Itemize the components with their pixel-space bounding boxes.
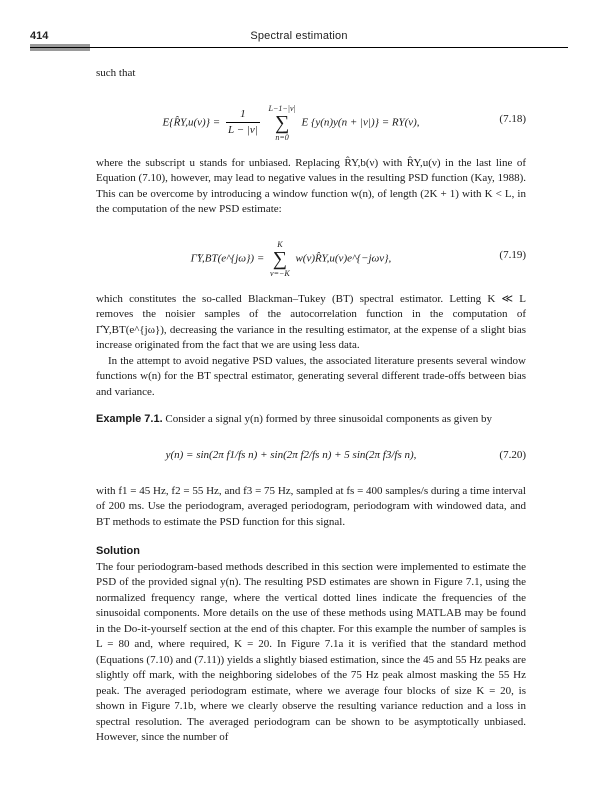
header-rule [30,47,568,48]
example-7-1 [96,412,526,428]
eq-7-18-denominator: L − |ν| [227,124,258,136]
paragraph-3: In the attempt to avoid negative PSD values, the associated literature presents several window functions w(n) for the BT spectral estimator, generating several different trade-offs between bias and variance. [96,354,526,398]
eq-7-18-fraction [226,107,260,139]
eq-7-18-rhs: E {y(n)y(n + |ν|)} = RY(ν), [301,116,420,129]
solution-text: The four periodogram-based methods described in this section were implemented to estimate the PSD of the provided signal y(n). The resulting PSD estimates are shown in Figure 7.1, using the normalized frequency range, where the vertical dotted lines indicate the frequencies of the sinusoidal components. More details on the use of these methods using MATLAB may be found in the Do-it-yourself section at the end of this chapter. For this example the number of samples is L = 80 and, where required, K = 20. In Figure 7.1a it is verified that the standard method (Equations (7.10) and (7.11)) yields a slightly biased estimation, since the 45 and 55 Hz peaks are slightly off mark, with the neighboring sidelobes of the 75 Hz peak almost masking the 55 Hz peak. The averaged periodogram estimate, where we average four blocks of size K = 20, is shown in Figure 7.1b, where we clearly observe the resulting variance reduction and a loss in spectral resolution. The averaged periodogram can be shown to be asymptotically unbiased. However, since the number of [96,560,527,743]
eq-7-20-number: (7.20) [499,448,526,461]
eq-7-18-sum-lower: n=0 [275,132,289,142]
eq-7-20-body: y(n) = sin(2π f1/fs n) + sin(2π f2/fs n) + 5 sin(2π f3/fs n), [165,448,417,461]
eq-7-19-number: (7.19) [499,248,526,261]
equation-7-20 [96,436,526,476]
eq-7-19-sum-upper: K [277,239,283,249]
paragraph-4: with f1 = 45 Hz, f2 = 55 Hz, and f3 = 75 Hz, sampled at fs = 400 samples/s during a time interval of 200 ms. Use the periodogram, averaged periodogram, periodogram with windowed data, and BT methods to estimate the PSD function for this signal. [96,484,526,528]
page-header [30,28,568,52]
paragraph-2: which constitutes the so-called Blackman–Tukey (BT) spectral estimator. Letting K ≪ L removes the noisier samples of the autocorrelation function in the computation of Γ̂Y,BT(e^{jω}), decreasing the variance in the resulting estimator, at the expense of a slight bias increase originated from the fact that we are using less data. [96,292,526,351]
equation-7-18 [96,90,526,148]
page-body [96,66,526,746]
intro-text: such that [96,67,136,79]
equation-7-19 [96,226,526,284]
solution-heading: Solution [96,545,140,557]
eq-7-18-lhs: E{R̂Y,u(ν)} = [162,116,221,129]
eq-7-18-summation: L−1−|ν| ∑ n=0 [268,103,296,142]
eq-7-18-number: (7.18) [499,112,526,125]
running-head: Spectral estimation [250,30,348,42]
eq-7-19-summation: K ∑ ν=−K [270,239,290,278]
example-text: Consider a signal y(n) formed by three sinusoidal components as given by [165,413,492,425]
eq-7-19-sum-lower: ν=−K [270,268,290,278]
eq-7-19-lhs: Γ̂Y,BT(e^{jω}) = [190,252,265,265]
paragraph-1: where the subscript u stands for unbiased. Replacing R̂Y,b(ν) with R̂Y,u(ν) in the last line of Equation (7.10), however, may lead to negative values in the resulting PSD function (Kay, 1988). This can be overcome by introducing a window function w(n), of length (2K + 1) with K < L, in the computation of the new PSD estimate: [96,156,526,215]
eq-7-19-rhs: w(ν)R̂Y,u(ν)e^{−jων}, [295,252,392,265]
eq-7-18-sum-upper: L−1−|ν| [268,103,296,113]
example-label: Example 7.1. [96,413,163,425]
page-number: 414 [30,30,49,42]
eq-7-18-numerator: 1 [226,107,260,124]
